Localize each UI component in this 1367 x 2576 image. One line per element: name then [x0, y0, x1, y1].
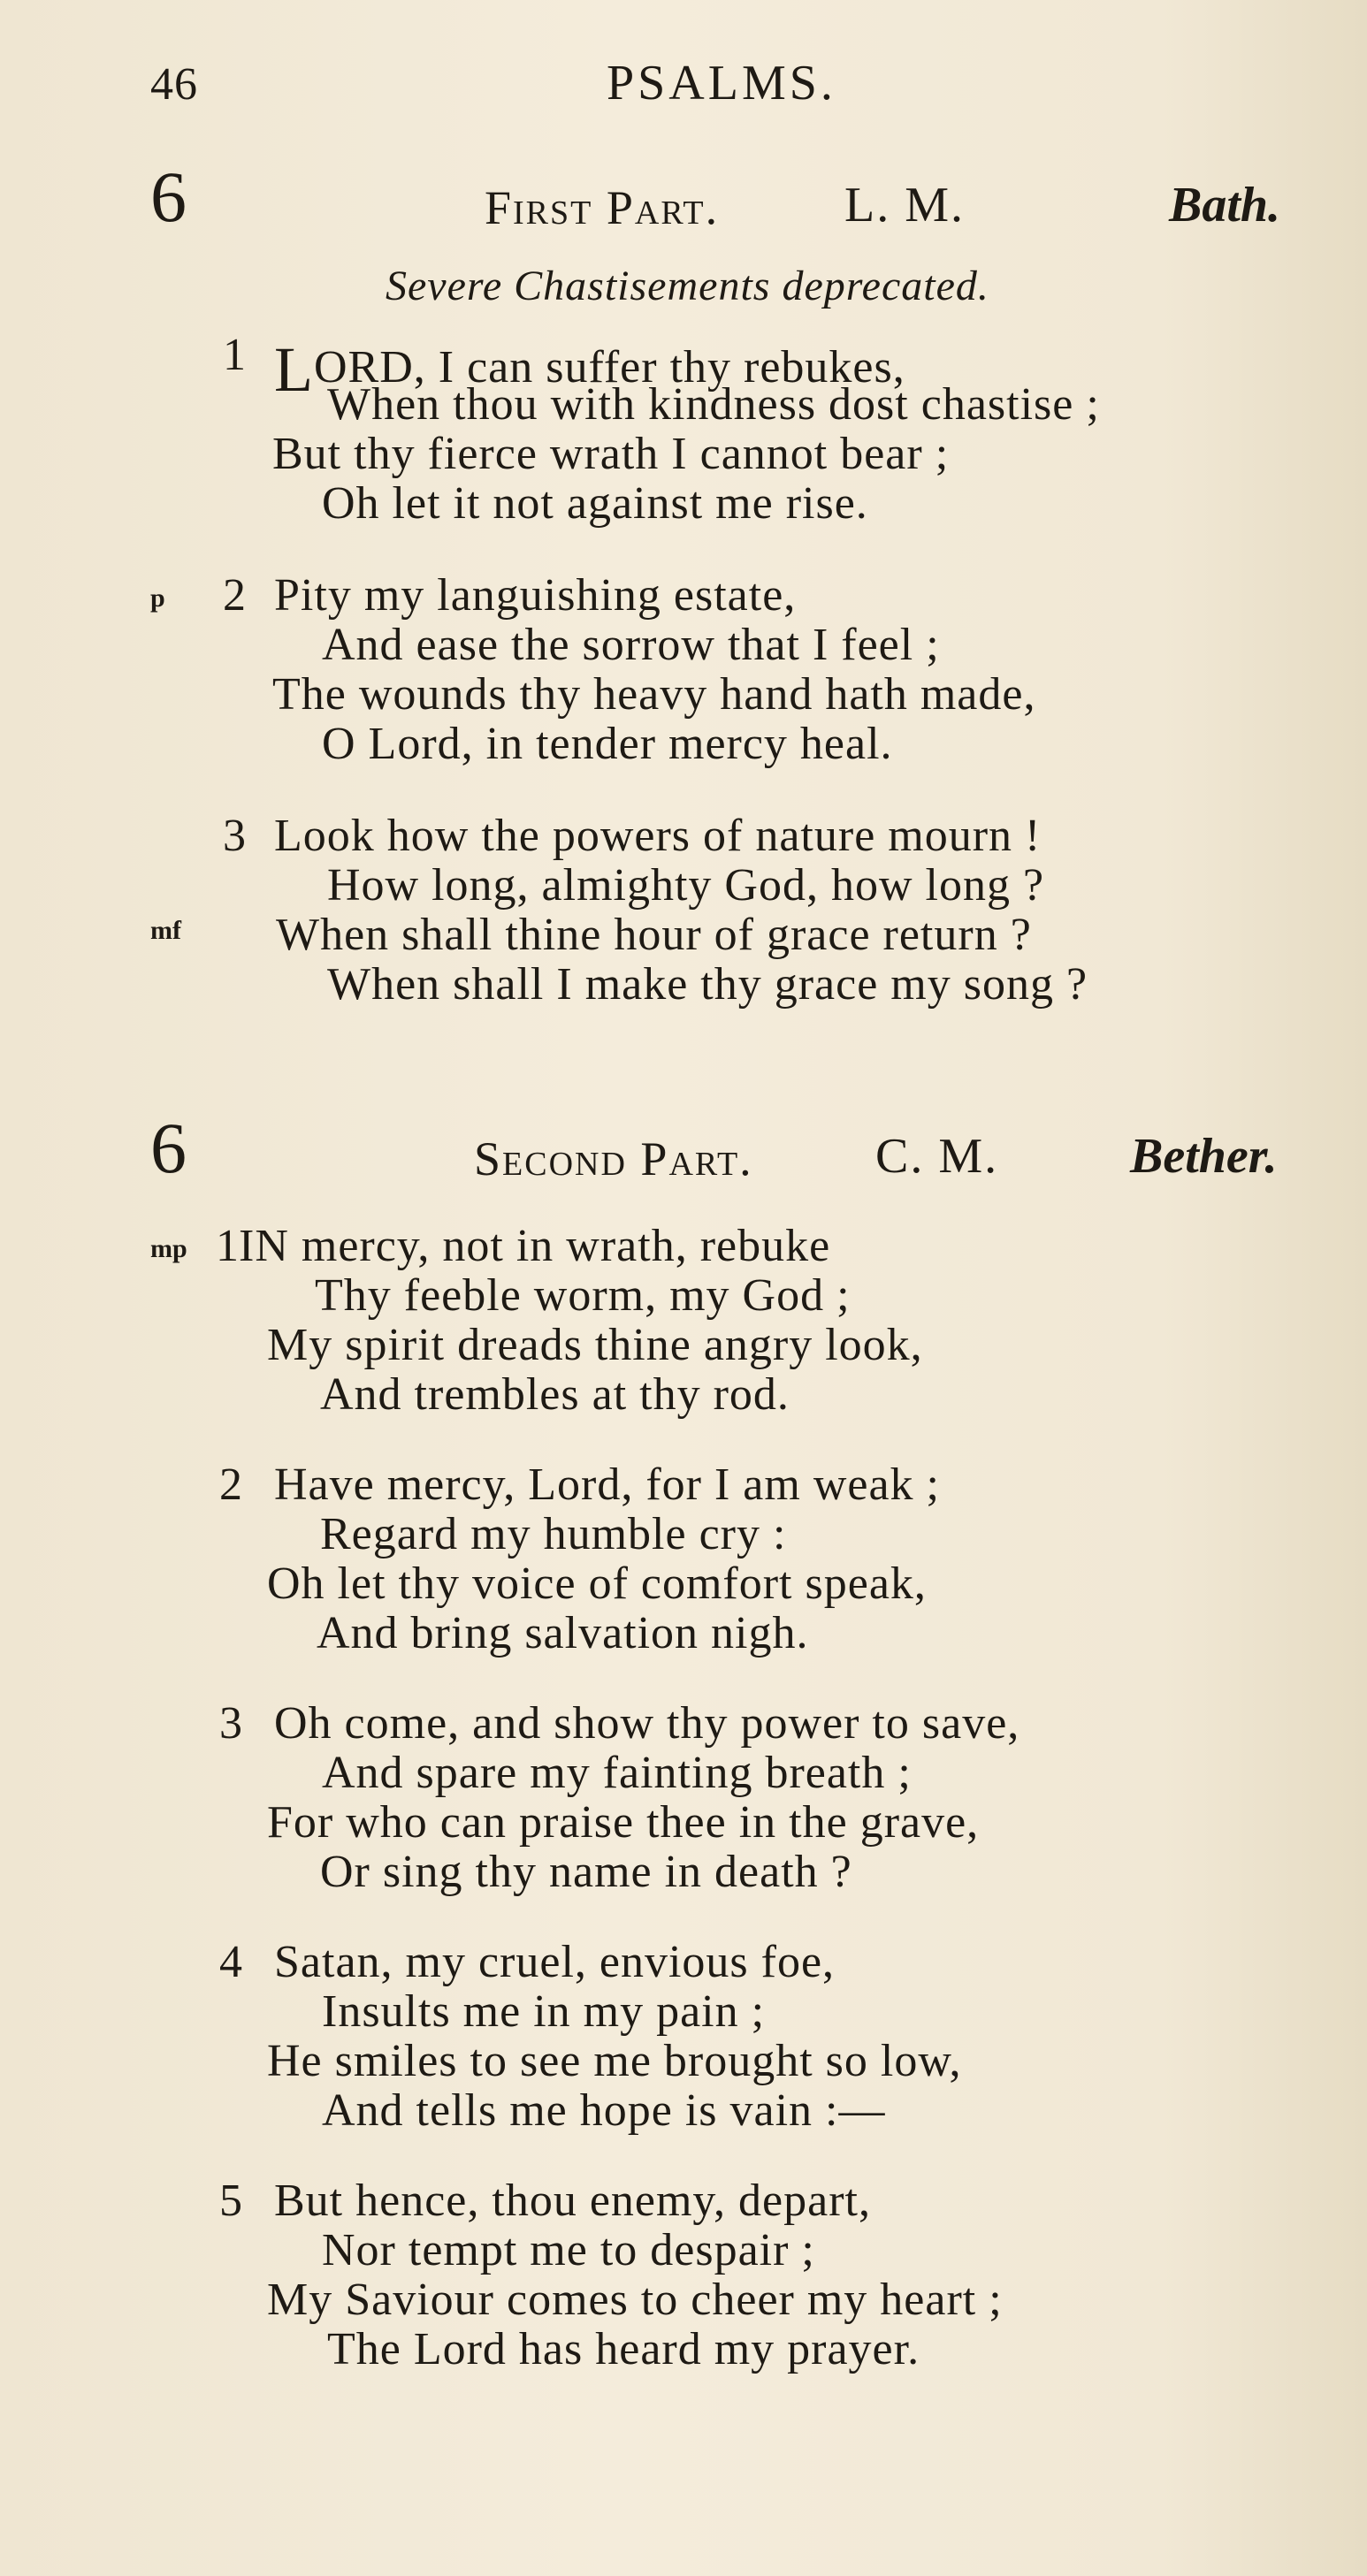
verse-number: 4 — [219, 1937, 242, 1987]
verse-line: Insults me in my pain ; — [322, 1986, 766, 2037]
verse-line: Oh come, and show thy power to save, — [274, 1698, 1020, 1749]
verse-line: Oh let it not against me rise. — [322, 478, 868, 529]
verse-line: Or sing thy name in death ? — [320, 1847, 852, 1897]
meter: C. M. — [875, 1129, 999, 1184]
part-title: Second Part. — [474, 1132, 753, 1185]
verse-line: Pity my languishing estate, — [274, 570, 797, 621]
verse-line: Regard my humble cry : — [320, 1509, 787, 1559]
verse-number: 5 — [219, 2176, 242, 2226]
verse-line: And trembles at thy rod. — [320, 1369, 790, 1420]
verse-line: Satan, my cruel, envious foe, — [274, 1937, 836, 1987]
verse-line: The Lord has heard my prayer. — [327, 2324, 920, 2374]
verse-line: For who can praise thee in the grave, — [267, 1797, 980, 1848]
verse-line: The wounds thy heavy hand hath made, — [272, 669, 1036, 720]
dynamic-marking: p — [150, 583, 165, 613]
verse-line-text: ORD, I can suffer thy rebukes, — [313, 342, 905, 392]
page-number: 46 — [150, 59, 198, 110]
verse-number: 3 — [219, 1698, 242, 1749]
tune-name: Bath. — [1169, 178, 1281, 232]
verse-number: 2 — [219, 1459, 242, 1510]
psalm-number: 6 — [150, 1108, 187, 1188]
verse-line: Have mercy, Lord, for I am weak ; — [274, 1459, 940, 1510]
tune-name: Bether. — [1130, 1129, 1278, 1184]
verse-line: When shall thine hour of grace return ? — [276, 910, 1032, 960]
verse-line: And spare my fainting breath ; — [322, 1748, 912, 1798]
verse-line: But hence, thou enemy, depart, — [274, 2176, 871, 2226]
verse-line: Nor tempt me to despair ; — [322, 2225, 815, 2275]
psalm-subtitle: Severe Chastisements deprecated. — [386, 263, 989, 309]
dynamic-marking: mp — [150, 1234, 187, 1263]
verse-line: When thou with kindness dost chastise ; — [327, 379, 1100, 430]
verse-line: And ease the sorrow that I feel ; — [322, 620, 940, 670]
running-title: PSALMS. — [607, 56, 836, 111]
verse-line: Thy feeble worm, my God ; — [315, 1270, 851, 1321]
verse-line: IN mercy, not in wrath, rebuke — [239, 1221, 831, 1271]
verse-line: He smiles to see me brought so low, — [267, 2036, 962, 2086]
verse-number: 1 — [223, 330, 246, 380]
verse-line: Look how the powers of nature mourn ! — [274, 811, 1042, 861]
verse-line: O Lord, in tender mercy heal. — [322, 719, 893, 769]
verse-line: My spirit dreads thine angry look, — [267, 1320, 923, 1370]
verse-line: When shall I make thy grace my song ? — [327, 959, 1088, 1010]
verse-number: 1 — [216, 1221, 239, 1271]
part-title: First Part. — [485, 181, 720, 234]
meter: L. M. — [844, 178, 965, 232]
verse-line: My Saviour comes to cheer my heart ; — [267, 2275, 1003, 2325]
verse-number: 2 — [223, 570, 246, 621]
verse-line: And tells me hope is vain :— — [322, 2085, 886, 2136]
verse-line: But thy fierce wrath I cannot bear ; — [272, 429, 950, 479]
psalm-number: 6 — [150, 156, 187, 237]
dynamic-marking: mf — [150, 916, 181, 945]
verse-line: How long, almighty God, how long ? — [327, 860, 1045, 911]
drop-cap: L — [274, 334, 314, 405]
verse-line: Oh let thy voice of comfort speak, — [267, 1559, 927, 1609]
verse-number: 3 — [223, 811, 246, 861]
verse-line: And bring salvation nigh. — [317, 1608, 809, 1658]
